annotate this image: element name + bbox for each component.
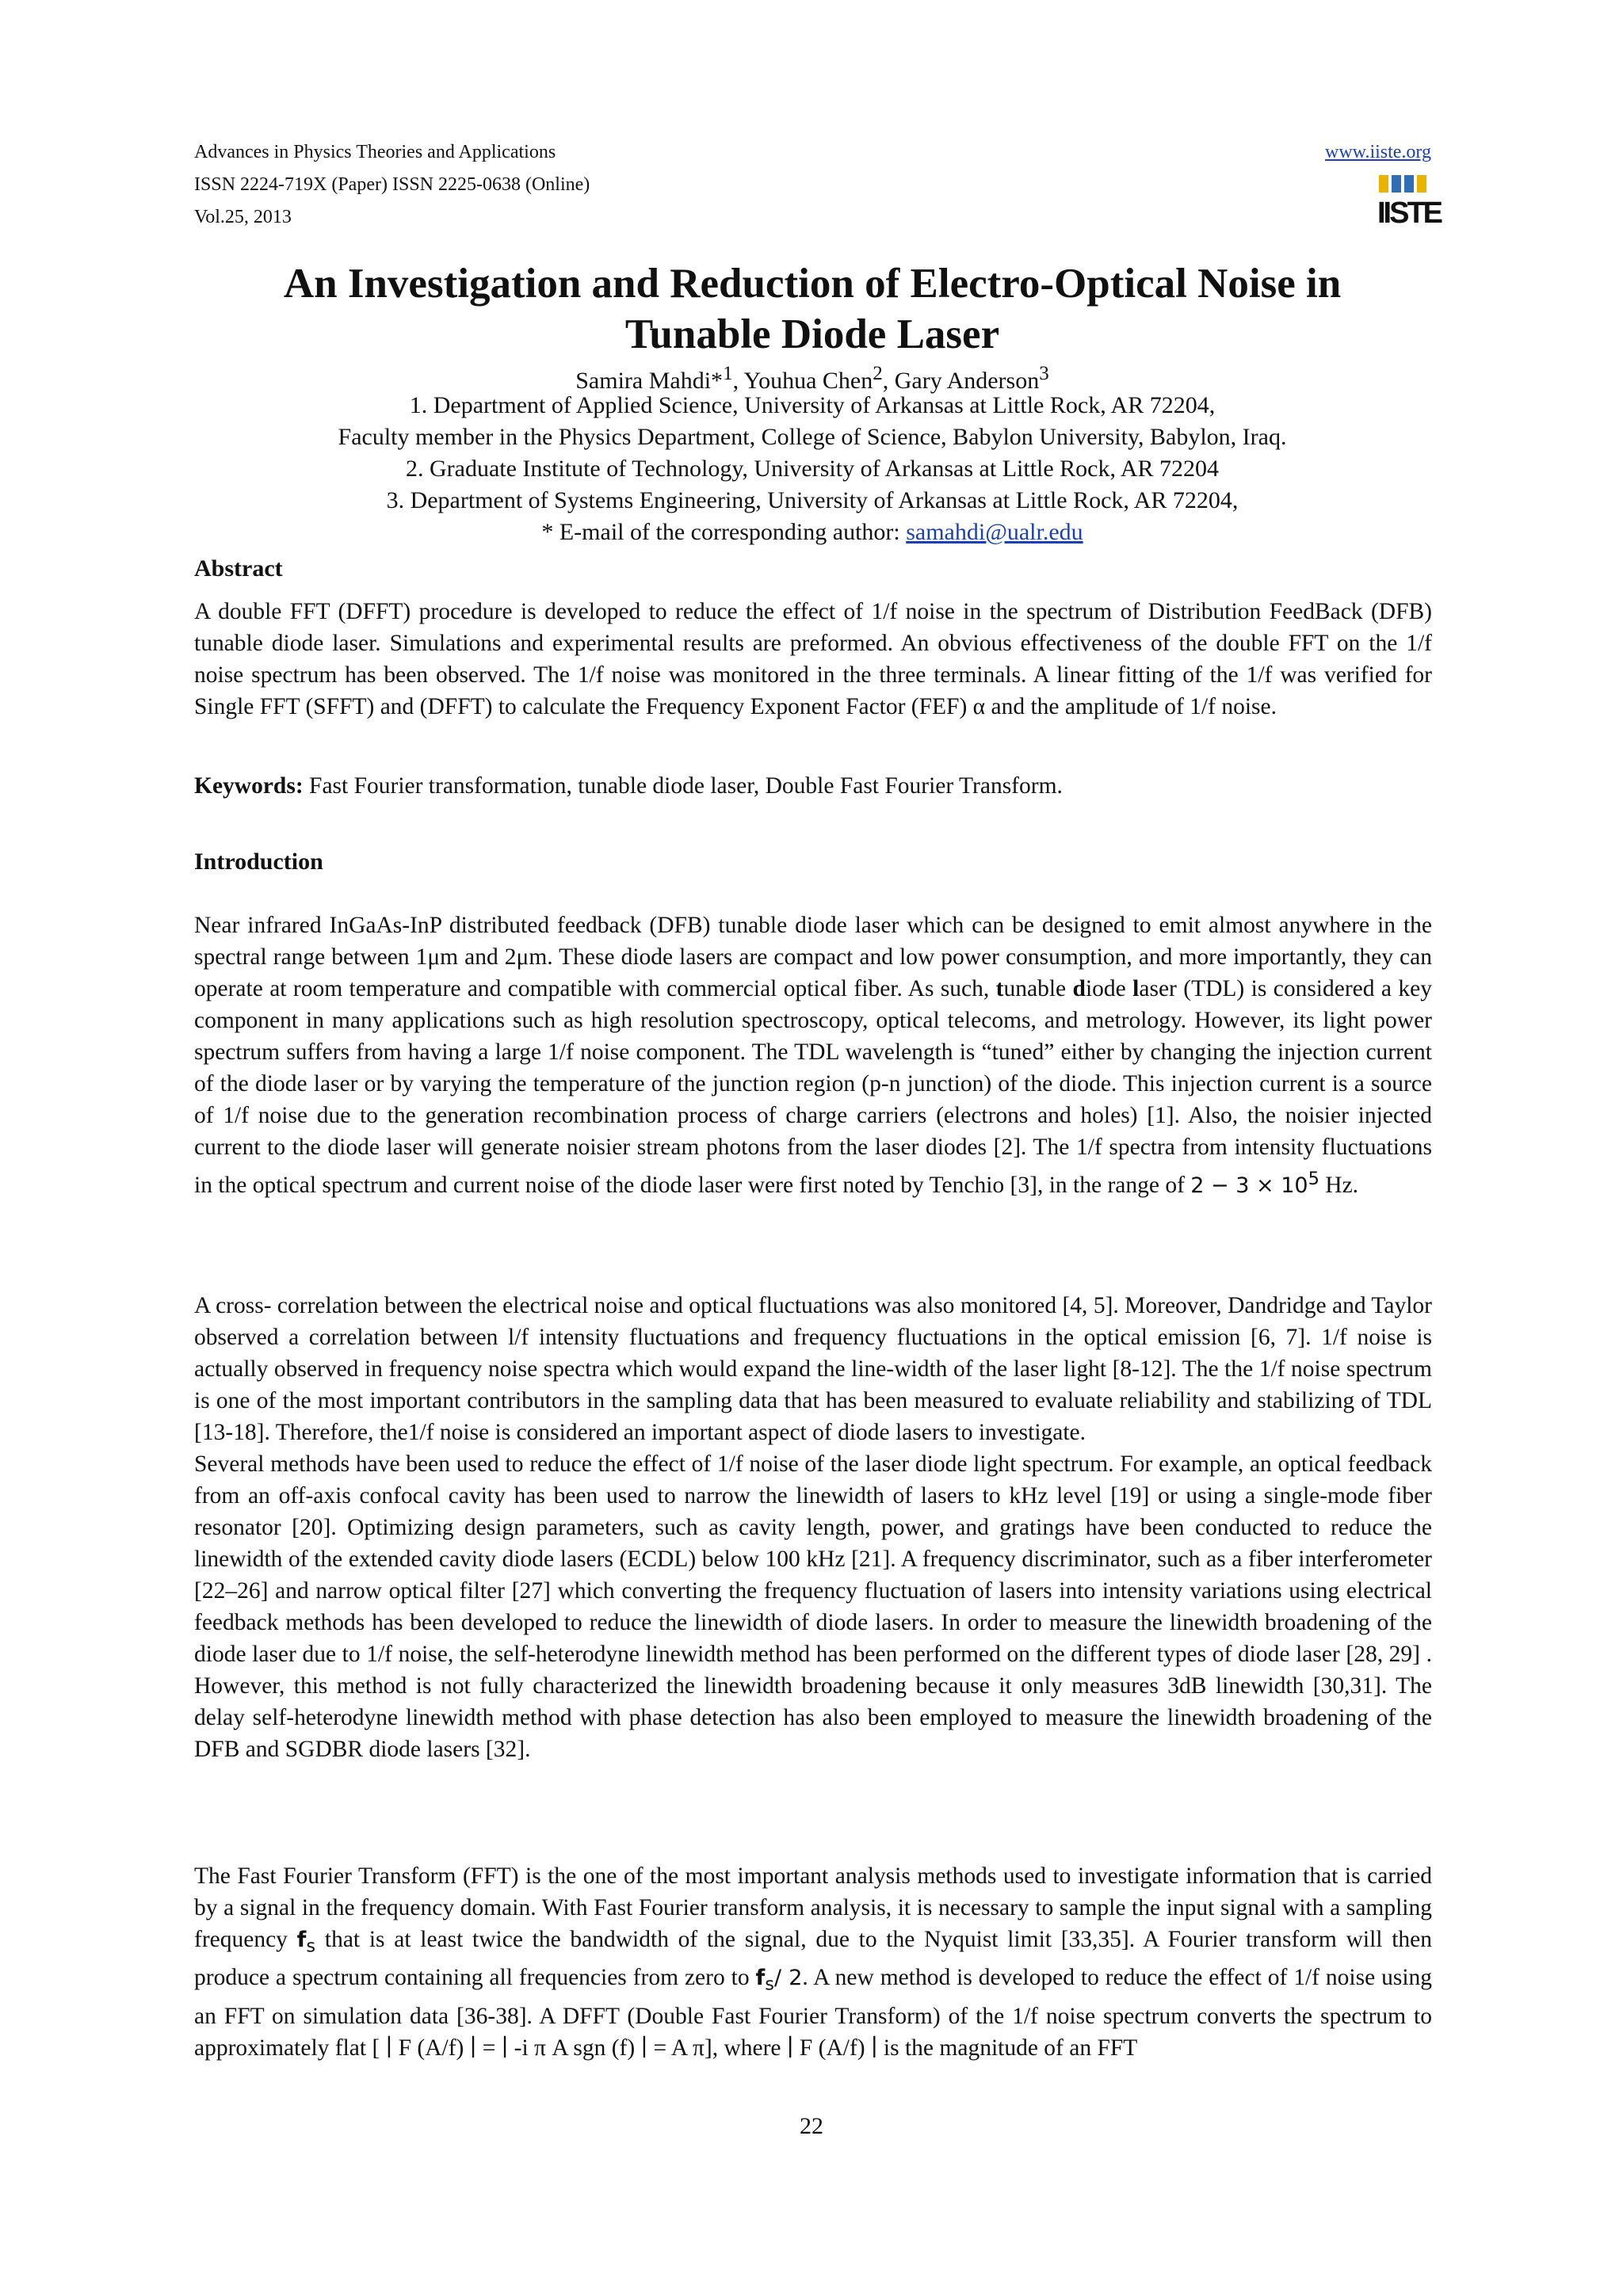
introduction-heading: Introduction [194,849,323,875]
author-name: , Youhua Chen [732,368,873,394]
sampling-frequency-symbol [296,1928,316,1957]
intro-paragraph-1 [194,910,1432,1202]
intro-paragraph-2: A cross- correlation between the electrical noise and optical fluctuations was also monitored [4, 5]. Moreover, Dandridge and Taylor observed a correlation between l/f intensity fluctuations and frequency fluctuations in the optical emission [6, 7]. 1/f noise is actually observed in frequency noise spectra which would expand the line-width of the laser light [8-12]. The the 1/f noise spectrum is one of the most important contributors in the sampling data that has been measured to evaluate reliability and stabilizing of TDL [13-18]. Therefore, the1/f noise is considered an important aspect of diode lasers to investigate. [194,1293,1432,1445]
p4-text: . A new method is developed to reduce the effect of 1/f noise using an FFT on simulation data [36-38]. A DFFT (Double Fast Fourier Transform) of the 1/f noise spectrum converts the spectrum to approximately flat [ ∣ F (A/f) ∣ = ∣ -i π A sgn (f) ∣ = A π], where ∣ F (A/f) ∣ is the magnitude of an FFT [194,1965,1433,2061]
header-right [1325,136,1442,235]
p4-text: that is at least twice the bandwidth of the signal, due to the Nyquist limit [33,35]. A Fourier transform will then produce a spectrum containing all frequencies from zero to [194,1927,1432,1991]
p1-text: Hz. [1319,1173,1359,1198]
title-line-2: Tunable Diode Laser [624,311,1000,357]
author-name: , Gary Anderson [882,368,1040,394]
math-sub: s [765,1974,774,1995]
journal-url-link[interactable]: www.iiste.org [1325,142,1431,162]
keywords-label: Keywords: [194,773,304,799]
math-sub: s [306,1936,316,1957]
affiliation-3: 3. Department of Systems Engineering, University of Arkansas at Little Rock, AR 72204, [386,487,1239,513]
abstract-text: A double FFT (DFFT) procedure is developed to reduce the effect of 1/f noise in the spectrum of Distribution FeedBack (DFB) tunable diode laser. Simulations and experimental results are preformed. An obvious effectiveness of the double FFT on the 1/f noise spectrum has been observed. The 1/f noise was monitored in the three terminals. A linear fitting of the 1/f was verified for Single FFT (SFFT) and (DFFT) to calculate the Frequency Exponent Factor (FEF) α and the amplitude of 1/f noise. [194,599,1432,719]
iiste-logo [1377,175,1442,231]
math-tail: / 2 [774,1966,803,1991]
logo-bar [1417,175,1426,193]
title-line-1: An Investigation and Reduction of Electro-Optical Noise in [283,261,1342,307]
keywords-line [194,770,1063,802]
issn-line: ISSN 2224-719X (Paper) ISSN 2225-0638 (Online) [194,174,590,195]
p1-bold-letter: d [1072,976,1086,1001]
affiliation-2: 2. Graduate Institute of Technology, University of Arkansas at Little Rock, AR 72204 [405,456,1220,482]
abstract-heading: Abstract [194,555,283,582]
email-link[interactable]: samahdi@ualr.edu [906,519,1083,545]
journal-header [194,136,590,234]
author-name: Samira Mahdi* [575,368,724,394]
inline-math [1190,1169,1319,1198]
affiliation-1-detail: Faculty member in the Physics Department, College of Science, Babylon University, Babylon, Iraq. [338,424,1287,450]
logo-bar [1379,175,1388,193]
p1-text: aser (TDL) is considered a key component in many applications such as high resolution spectroscopy, optical telecoms, and metrology. However, its light power spectrum suffers from having a large 1/f noise component. The TDL wavelength is “tuned” either by changing the injection current of the diode laser or by varying the temperature of the junction region (p-n junction) of the diode. This injection current is a source of 1/f noise due to the generation recombination process of charge carriers (electrons and holes) [1]. Also, the noisier injected current to the diode laser will generate noisier stream photons from the laser diodes [2]. The 1/f spectra from intensity fluctuations in the optical spectrum and current noise of the diode laser were first noted by Tenchio [3], in the range of [194,976,1432,1198]
author-sup: 2 [873,363,883,384]
journal-name: Advances in Physics Theories and Applications [194,142,556,162]
p1-text: Near infrared InGaAs-InP distributed feedback (DFB) tunable diode laser which can be designed to emit almost anywhere in the spectral range between 1μm and 2μm. These diode lasers are compact and low power consumption, and more importantly, they can operate at room temperature and compatible with commercial optical fiber. As such, [194,913,1432,1001]
corresponding-email-line [194,517,1430,548]
email-prefix: * E-mail of the corresponding author: [541,519,907,545]
nyquist-symbol [755,1966,803,1995]
math-f: f [296,1928,307,1952]
author-sup: 3 [1039,363,1049,384]
intro-paragraph-4 [194,1860,1432,2064]
p1-bold-letter: l [1132,976,1140,1001]
intro-paragraph-3: Several methods have been used to reduce the effect of 1/f noise of the laser diode light spectrum. For example, an optical feedback from an off-axis confocal cavity has been used to narrow the linewidth of lasers to kHz level [19] or using a single-mode fiber resonator [20]. Optimizing design parameters, such as cavity length, power, and gratings have been conducted to reduce the linewidth of the extended cavity diode lasers (ECDL) below 100 kHz [21]. A frequency discriminator, such as a fiber interferometer [22–26] and narrow optical filter [27] which converting the frequency fluctuation of lasers into intensity variations using electrical feedback methods has been developed to reduce the linewidth of diode lasers. In order to measure the linewidth broadening of the diode laser due to 1/f noise, the self-heterodyne linewidth method has been performed on the different types of diode laser [28, 29] . However, this method is not fully characterized the linewidth broadening because it only measures 3dB linewidth [30,31]. The delay self-heterodyne linewidth method with phase detection has also been employed to measure the linewidth broadening of the DFB and SGDBR diode lasers [32]. [194,1451,1432,1762]
math-exponent: 5 [1308,1169,1319,1189]
paper-title [194,258,1430,360]
author-sup: 1 [723,363,733,384]
math-range: 2 − 3 × 10 [1190,1173,1308,1198]
keywords-text: Fast Fourier transformation, tunable diode laser, Double Fast Fourier Transform. [303,773,1063,799]
logo-bar [1392,175,1401,193]
math-f: f [755,1966,766,1991]
logo-bars [1377,175,1431,196]
p1-text: unable [1003,976,1073,1001]
p4-text: The Fast Fourier Transform (FFT) is the one of the most important analysis methods used to investigate information that is carried by a signal in the frequency domain. With Fast Fourier transform analysis, it is necessary to sample the input signal with a sampling frequency [194,1863,1432,1952]
p1-bold-letter: t [995,976,1004,1001]
affiliation-1: 1. Department of Applied Science, University of Arkansas at Little Rock, AR 72204, [409,392,1216,418]
p1-text: iode [1085,976,1133,1001]
volume-line: Vol.25, 2013 [194,207,292,227]
logo-bar [1404,175,1414,193]
page-number: 22 [800,2113,823,2139]
logo-text: IISTE [1377,196,1442,230]
